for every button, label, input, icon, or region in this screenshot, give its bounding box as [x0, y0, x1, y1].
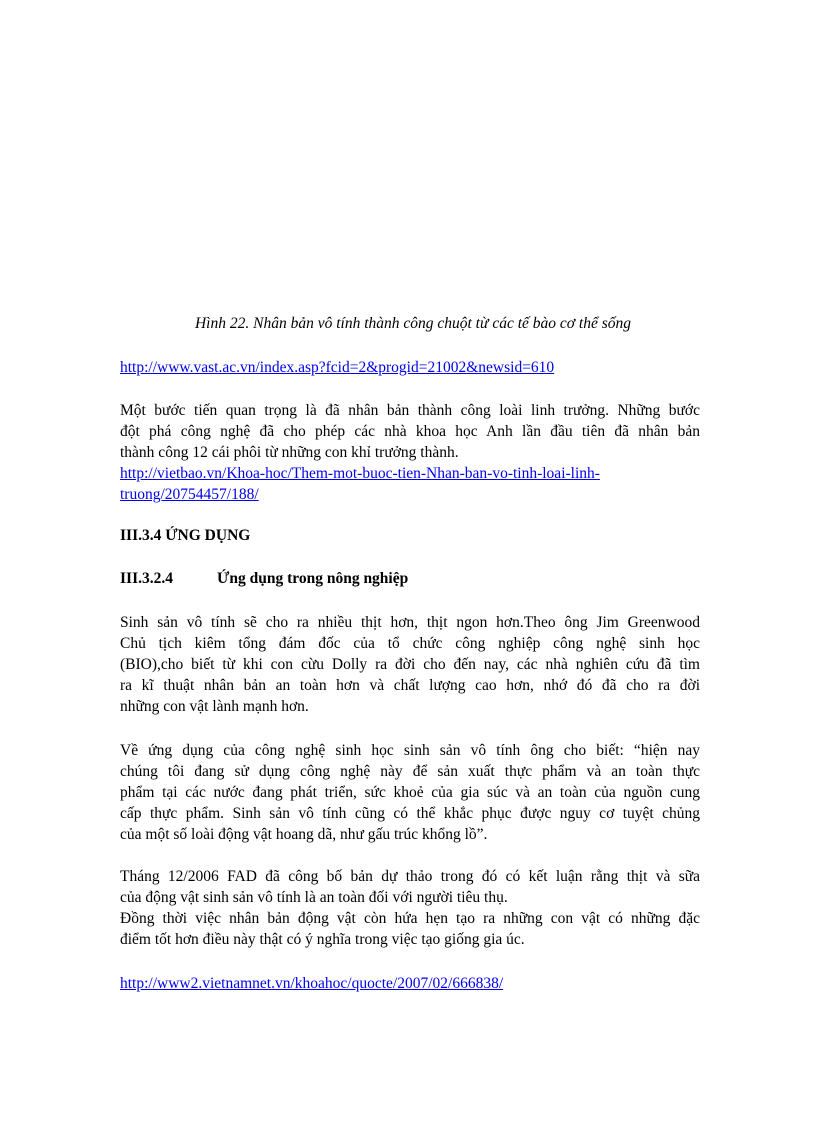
source-link-vietbao-line2-wrap: [120, 484, 700, 505]
source-link-vietnamnet-block: [120, 973, 700, 994]
source-link-vast[interactable]: http://www.vast.ac.vn/index.asp?fcid=2&progid=21002&newsid=610: [120, 359, 555, 376]
paragraph-biotech-applications: [120, 740, 700, 845]
paragraph-line: điểm tốt hơn điều này thật có ý nghĩa trong việc tạo giống gia úc.: [120, 931, 525, 948]
paragraph-line: chúng tôi đang sử dụng công nghệ này để sản xuất thực phẩm và an toàn thực: [120, 763, 700, 780]
paragraph-agriculture-intro: [120, 612, 700, 717]
section-heading: III.3.4 ỨNG DỤNG: [120, 527, 251, 544]
paragraph-primate-cloning: [120, 400, 700, 505]
paragraph-line: ra kĩ thuật nhân bản an toàn hơn và chất lượng cao hơn, nhớ đó đã cho ra đời: [120, 677, 700, 694]
paragraph-line: Một bước tiến quan trọng là đã nhân bản thành công loài linh trưởng. Những bước: [120, 402, 700, 419]
paragraph-line: (BIO),cho biết từ khi con cừu Dolly ra đời cho đến nay, các nhà nghiên cứu đã tìm: [120, 656, 700, 673]
figure-caption: [0, 315, 816, 333]
paragraph-line: phẩm tại các nước đang phát triển, sức khoẻ của gia súc và an toàn của nguồn cung: [120, 784, 700, 801]
paragraph-line: Tháng 12/2006 FAD đã công bố bản dự thảo trong đó có kết luận rằng thịt và sữa: [120, 868, 700, 885]
subsection-heading: [120, 570, 408, 588]
source-link-vietnamnet[interactable]: http://www2.vietnamnet.vn/khoahoc/quocte/2007/02/666838/: [120, 975, 504, 992]
source-link-vietbao-line1-wrap: [120, 463, 700, 484]
paragraph-line: Chủ tịch kiêm tổng đám đốc của tổ chức công nghiệp công nghệ sinh học: [120, 635, 700, 652]
paragraph-line: những con vật lành mạnh hơn.: [120, 698, 309, 715]
paragraph-fad-report: [120, 866, 700, 950]
paragraph-line: của một số loài động vật hoang dã, như gấu trúc khổng lồ”.: [120, 826, 488, 843]
figure-caption-text: Hình 22. Nhân bản vô tính thành công chuột từ các tế bào cơ thể sống: [194, 315, 632, 332]
paragraph-line: Về ứng dụng của công nghệ sinh học sinh sản vô tính ông cho biết: “hiện nay: [120, 742, 700, 759]
paragraph-line: thành công 12 cái phôi từ những con khỉ trưởng thành.: [120, 444, 459, 461]
source-link-vietbao-continued[interactable]: truong/20754457/188/: [120, 486, 259, 503]
source-link-vast-block: [120, 357, 700, 378]
paragraph-line: Sinh sản vô tính sẽ cho ra nhiều thịt hơn, thịt ngon hơn.Theo ông Jim Greenwood: [120, 614, 700, 631]
paragraph-line: của động vật sinh sản vô tính là an toàn đối với người tiêu thụ.: [120, 889, 508, 906]
paragraph-line: Đồng thời việc nhân bản động vật còn hứa hẹn tạo ra những con vật có những đặc: [120, 910, 700, 927]
paragraph-line: đột phá công nghệ đã cho phép các nhà khoa học Anh lần đầu tiên đã nhân bản: [120, 423, 700, 440]
subsection-title: Ứng dụng trong nông nghiệp: [217, 570, 409, 587]
source-link-vietbao[interactable]: http://vietbao.vn/Khoa-hoc/Them-mot-buoc-tien-Nhan-ban-vo-tinh-loai-linh-: [120, 465, 600, 482]
subsection-number: III.3.2.4: [120, 570, 173, 587]
paragraph-line: cấp thực phẩm. Sinh sản vô tính cũng có thể khắc phục được nguy cơ tuyệt chủng: [120, 805, 700, 822]
